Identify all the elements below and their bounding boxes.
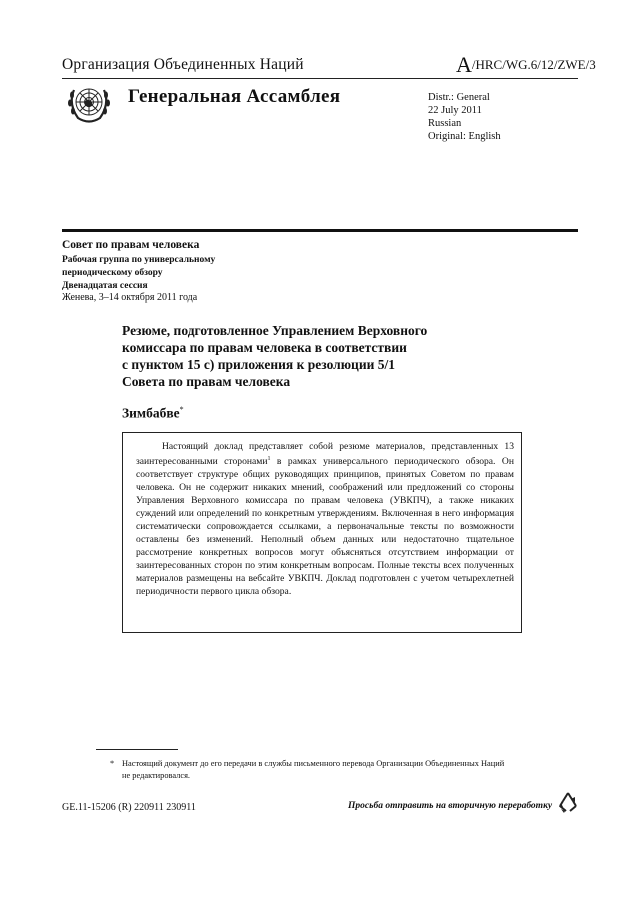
- working-group-line2: периодическому обзору: [62, 268, 163, 278]
- document-symbol: [456, 52, 596, 78]
- working-group: [62, 254, 215, 293]
- country-footnote-mark: *: [179, 405, 184, 414]
- title-line: с пунктом 15 с) приложения к резолюции 5/1: [122, 357, 396, 372]
- symbol-code: /HRC/WG.6/12/ZWE/3: [471, 57, 596, 72]
- distribution: Distr.: General: [428, 92, 490, 103]
- language: Russian: [428, 118, 462, 129]
- un-emblem-icon: [64, 82, 114, 126]
- summary-text-part2: в рамках универсального периодического обзора. Он соответствует структуре общих руководящих принципов, принятых Советом по правам человека. Он не содержит никаких мнений, соображений или предложений со стороны Управления Верховного комиссара по правам человека (УВКПЧ), а также никаких суждений или определений по конкретным утверждениям. Включенная в него информация систематически сопровождается ссылками, а первоначальные тексты по возможности оставлены без изменений. Неполный объем данных или недостаточно тщательное рассмотрение конкретных вопросов могут объясняться отсутствием информации от заинтересованных сторон по этим конкретным вопросам. Полные тексты всех полученных материалов размещены на вебсайте УВКПЧ. Доклад подготовлен с учетом четырехлетней периодичности первого цикла обзора.: [136, 456, 514, 598]
- header-rule: [62, 78, 578, 79]
- summary-paragraph: [136, 440, 514, 598]
- country-heading: [122, 405, 184, 422]
- general-assembly-title: Генеральная Ассамблея: [128, 86, 341, 107]
- summary-footnote-ref: 1: [267, 456, 271, 462]
- masthead-rule: [62, 229, 578, 232]
- session-name: Двенадцатая сессия: [62, 281, 148, 291]
- working-group-line1: Рабочая группа по универсальному: [62, 255, 216, 265]
- council-name: Совет по правам человека: [62, 239, 200, 251]
- distribution-block: [428, 91, 501, 143]
- footnote-text: Настоящий документ до его передачи в службы письменного перевода Организации Объединенных Наций не редактировался.: [122, 759, 505, 780]
- issue-date: 22 July 2011: [428, 105, 482, 116]
- summary-text-part1: Настоящий доклад представляет собой резюме материалов, представленных 13 заинтересованными сторонами: [136, 441, 514, 468]
- title-line: Резюме, подготовленное Управлением Верховного: [122, 323, 428, 338]
- venue-dates: Женева, 3–14 октября 2011 года: [62, 292, 198, 303]
- organization-name: Организация Объединенных Наций: [62, 56, 304, 73]
- title-line: Совета по правам человека: [122, 374, 291, 389]
- original-language: Original: English: [428, 131, 501, 142]
- footnote-rule: [96, 749, 178, 750]
- symbol-letter: A: [456, 52, 472, 77]
- title-line: комиссара по правам человека в соответствии: [122, 340, 407, 355]
- country-name: Зимбабве: [122, 405, 180, 421]
- footnote: [110, 758, 510, 782]
- footnote-mark: *: [110, 759, 115, 768]
- recycle-icon: [556, 790, 580, 814]
- document-code: GE.11-15206 (R) 220911 230911: [62, 802, 196, 813]
- recycle-note: Просьба отправить на вторичную переработку: [348, 801, 553, 811]
- document-title: [122, 322, 542, 390]
